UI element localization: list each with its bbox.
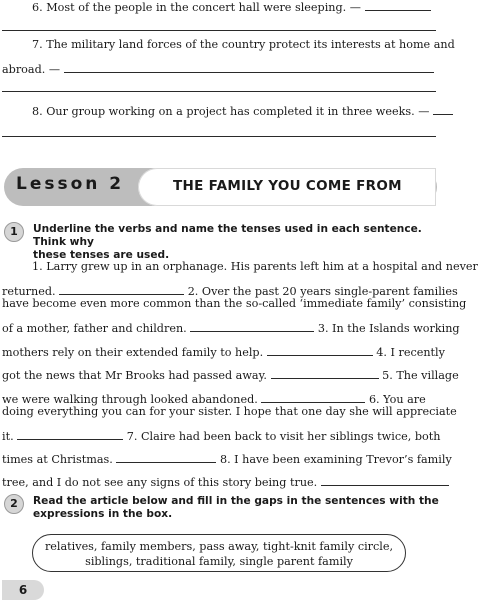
task-1-line: of a mother, father and children. 3. In the Islands working (2, 322, 460, 335)
task-1-line: have become even more common than the so-called ‘immediate family’ consisting (2, 297, 467, 310)
task-1-line: doing everything you can for your sister. I hope that one day she will appreciate (2, 405, 457, 418)
task-number-2: 2 (4, 494, 24, 514)
page-number: 6 (2, 580, 44, 600)
answer-blank[interactable] (433, 103, 453, 115)
task-1-line: mothers rely on their extended family to help. 4. I recently (2, 346, 445, 359)
item-7-cont: abroad. — (2, 61, 434, 77)
task-1-line: got the news that Mr Brooks had passed away. 5. The village (2, 369, 459, 382)
task-1-line: tree, and I do not see any signs of this story being true. (2, 474, 449, 490)
answer-line[interactable] (2, 136, 436, 137)
answer-blank[interactable] (17, 428, 123, 440)
task-number-1: 1 (4, 222, 24, 242)
answer-line[interactable] (2, 91, 436, 92)
answer-blank[interactable] (321, 474, 449, 486)
task-1-line: 1. Larry grew up in an orphanage. His parents left him at a hospital and never (32, 260, 478, 273)
lesson-label: Lesson 2 (16, 174, 125, 194)
answer-blank[interactable] (59, 283, 184, 295)
word-box: relatives, family members, pass away, tight-knit family circle, siblings, traditional family, single parent family (32, 534, 406, 572)
answer-line[interactable] (2, 30, 436, 31)
item-6: 6. Most of the people in the concert hall were sleeping. — (32, 0, 431, 15)
item-7: 7. The military land forces of the country protect its interests at home and (32, 38, 455, 51)
answer-blank[interactable] (261, 391, 365, 403)
answer-blank[interactable] (365, 0, 431, 11)
answer-blank[interactable] (267, 344, 373, 356)
answer-blank[interactable] (116, 451, 216, 463)
answer-blank[interactable] (190, 320, 314, 332)
task-1-line: returned. 2. Over the past 20 years single-parent families (2, 285, 458, 298)
task-1-line: times at Christmas. 8. I have been examining Trevor’s family (2, 453, 452, 466)
task-1-line: it. 7. Claire had been back to visit her siblings twice, both (2, 430, 441, 443)
answer-blank[interactable] (271, 367, 379, 379)
answer-blank[interactable] (64, 61, 434, 73)
task-2-instruction: Read the article below and fill in the gaps in the sentences with the expressions in the box. (33, 495, 439, 520)
task-1-line: we were walking through looked abandoned. 6. You are (2, 393, 426, 406)
item-8: 8. Our group working on a project has completed it in three weeks. — (32, 103, 453, 119)
lesson-title: THE FAMILY YOU COME FROM (173, 178, 402, 194)
task-1-instruction: Underline the verbs and name the tenses used in each sentence. Think why these tenses are used. (33, 223, 422, 261)
